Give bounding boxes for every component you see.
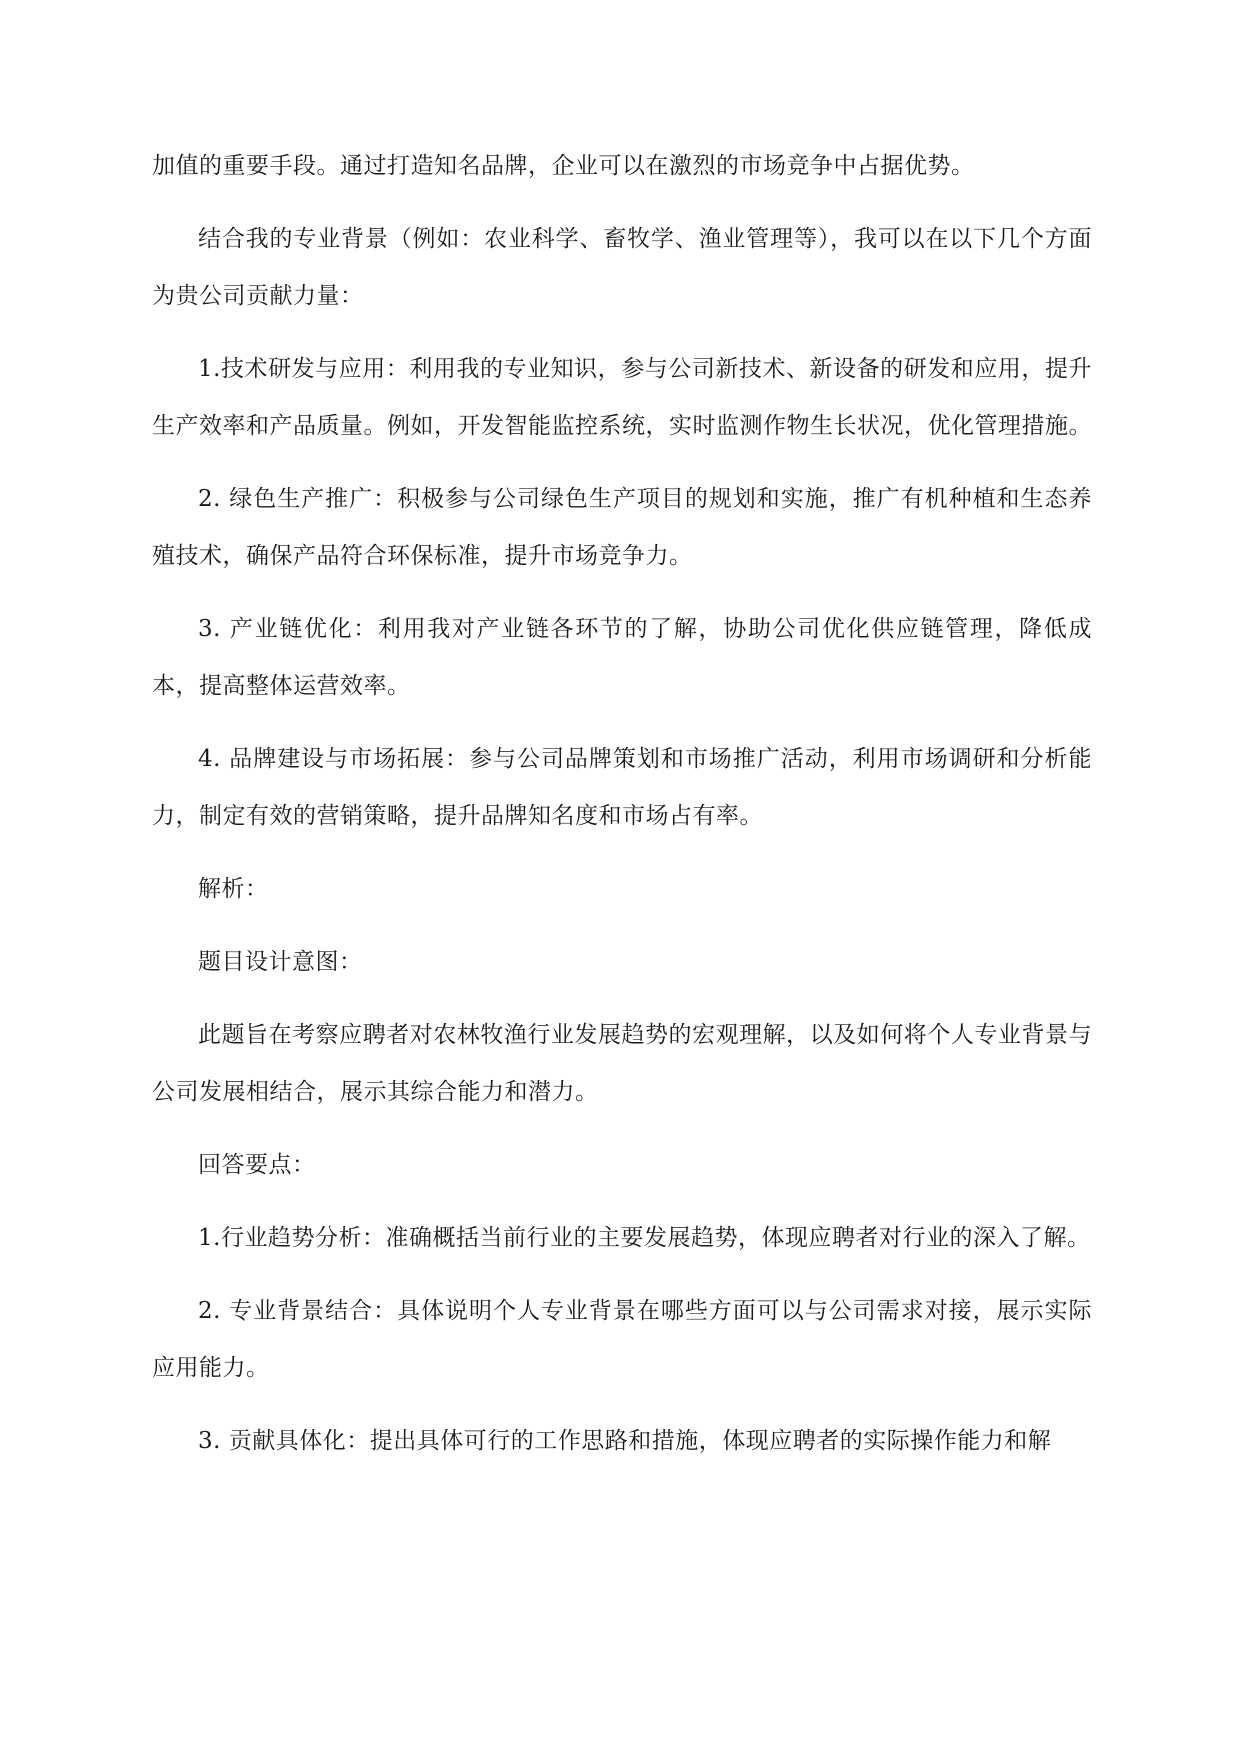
paragraph-point-2: 2. 专业背景结合：具体说明个人专业背景在哪些方面可以与公司需求对接，展示实际应用能力。 bbox=[152, 1298, 1092, 1381]
paragraph-item-1: 1.技术研发与应用：利用我的专业知识，参与公司新技术、新设备的研发和应用，提升生产效率和产品质量。例如，开发智能监控系统，实时监测作物生长状况，优化管理措施。 bbox=[152, 356, 1092, 439]
paragraph-item-2: 2. 绿色生产推广：积极参与公司绿色生产项目的规划和实施，推广有机种植和生态养殖技术，确保产品符合环保标准，提升市场竞争力。 bbox=[152, 486, 1092, 569]
paragraph-background: 结合我的专业背景（例如：农业科学、畜牧学、渔业管理等），我可以在以下几个方面为贵公司贡献力量： bbox=[152, 226, 1092, 309]
paragraph-point-3: 3. 贡献具体化：提出具体可行的工作思路和措施，体现应聘者的实际操作能力和解 bbox=[198, 1428, 1052, 1454]
paragraph-analysis-heading: 解析： bbox=[198, 876, 269, 902]
paragraph-points-heading: 回答要点： bbox=[198, 1152, 316, 1178]
paragraph-point-1: 1.行业趋势分析：准确概括当前行业的主要发展趋势，体现应聘者对行业的深入了解。 bbox=[198, 1225, 1091, 1251]
paragraph-intent-heading: 题目设计意图： bbox=[198, 949, 363, 975]
paragraph-item-3: 3. 产业链优化：利用我对产业链各环节的了解，协助公司优化供应链管理，降低成本，提高整体运营效率。 bbox=[152, 616, 1092, 699]
paragraph-continuation: 加值的重要手段。通过打造知名品牌，企业可以在激烈的市场竞争中占据优势。 bbox=[152, 153, 975, 179]
paragraph-intent: 此题旨在考察应聘者对农林牧渔行业发展趋势的宏观理解，以及如何将个人专业背景与公司发展相结合，展示其综合能力和潜力。 bbox=[152, 1022, 1092, 1105]
paragraph-item-4: 4. 品牌建设与市场拓展：参与公司品牌策划和市场推广活动，利用市场调研和分析能力，制定有效的营销策略，提升品牌知名度和市场占有率。 bbox=[152, 746, 1092, 829]
document-body bbox=[152, 138, 1092, 1486]
